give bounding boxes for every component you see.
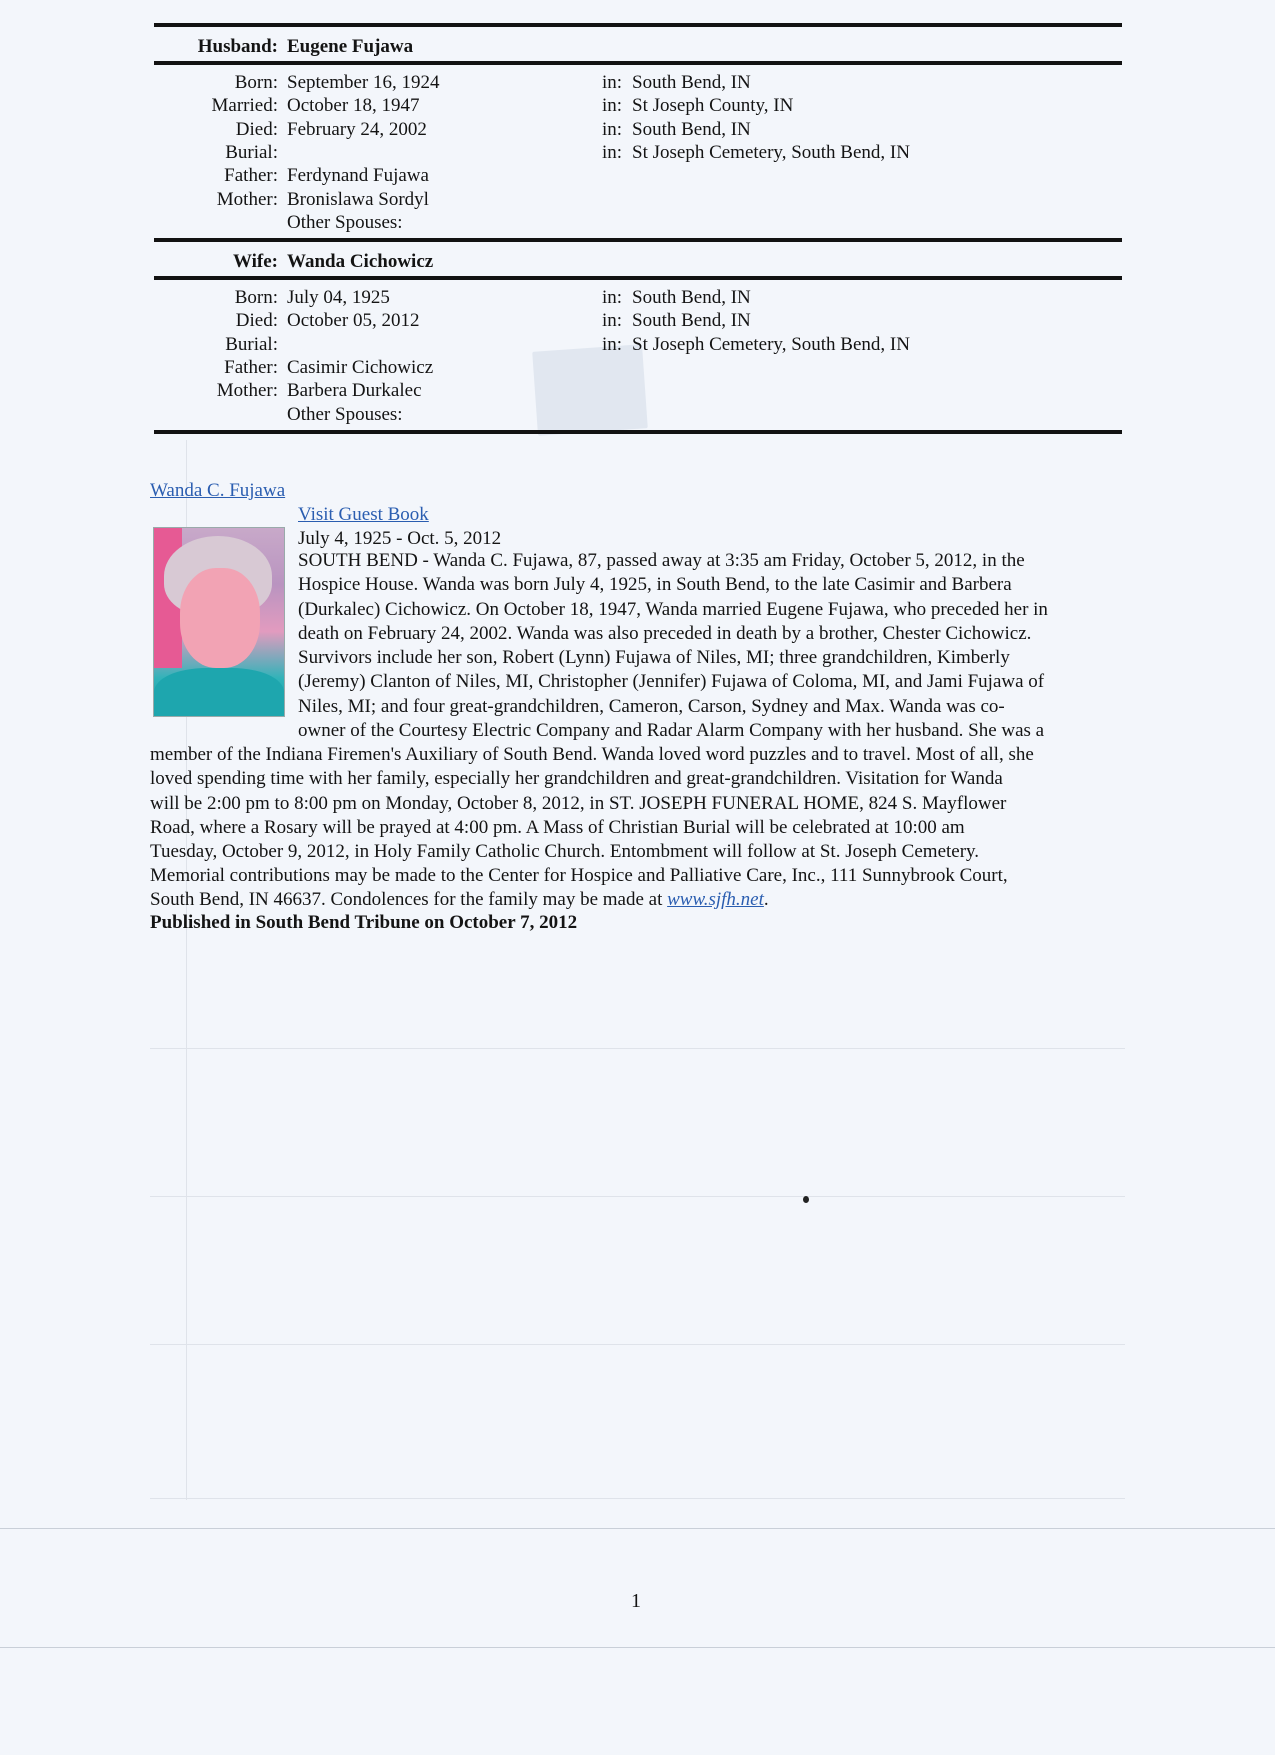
detail-label: Father: bbox=[224, 165, 278, 187]
scan-speck bbox=[803, 1196, 809, 1203]
detail-place: South Bend, IN bbox=[632, 287, 751, 308]
detail-place: South Bend, IN bbox=[632, 118, 751, 140]
obituary-text-line: member of the Indiana Firemen's Auxiliary of South Bend. Wanda loved word puzzles and to travel. Most of all, she bbox=[150, 744, 1034, 765]
tape-artifact bbox=[532, 344, 648, 435]
detail-place: South Bend, IN bbox=[632, 72, 751, 93]
detail-label: Burial: bbox=[225, 333, 278, 355]
obituary-text-line: loved spending time with her family, especially her grandchildren and great-grandchildren. Visitation for Wanda bbox=[150, 768, 1003, 790]
detail-label: Mother: bbox=[216, 380, 278, 402]
bottom-rule bbox=[154, 430, 1122, 434]
detail-label: Born: bbox=[234, 287, 278, 308]
detail-value: October 05, 2012 bbox=[287, 310, 420, 332]
husband-name: Eugene Fujawa bbox=[287, 36, 414, 57]
husband-heading-label: Husband: bbox=[197, 36, 278, 57]
top-rule bbox=[154, 23, 1122, 27]
obituary-text-line: (Durkalec) Cichowicz. On October 18, 1947, Wanda married Eugene Fujawa, who preceded her in bbox=[298, 598, 1048, 620]
detail-value: September 16, 1924 bbox=[287, 72, 440, 93]
obituary-text-line: Survivors include her son, Robert (Lynn) Fujawa of Niles, MI; three grandchildren, Kimberly bbox=[298, 647, 1010, 669]
detail-label: Mother: bbox=[216, 188, 278, 210]
obituary-text-line: Memorial contributions may be made to the Center for Hospice and Palliative Care, Inc., 111 Sunnybrook Court, bbox=[150, 865, 1008, 887]
obituary-text-line: (Jeremy) Clanton of Niles, MI, Christopher (Jennifer) Fujawa of Coloma, MI, and Jami Fujawa of bbox=[298, 671, 1045, 693]
husband-rule bbox=[154, 61, 1122, 65]
detail-value: July 04, 1925 bbox=[287, 287, 390, 308]
obituary-text-line: SOUTH BEND - Wanda C. Fujawa, 87, passed away at 3:35 am Friday, October 5, 2012, in the bbox=[298, 550, 1025, 571]
obituary-text-line: death on February 24, 2002. Wanda was also preceded in death by a brother, Chester Cichowicz. bbox=[298, 622, 1032, 644]
detail-place: St Joseph County, IN bbox=[632, 95, 794, 117]
obituary-text-line: Road, where a Rosary will be prayed at 4:00 pm. A Mass of Christian Burial will be celebrated at 10:00 am bbox=[150, 816, 965, 838]
obituary-text-line: Tuesday, October 9, 2012, in Holy Family Catholic Church. Entombment will follow at St. Joseph Cemetery. bbox=[150, 841, 980, 863]
scan-edge-line bbox=[0, 1528, 1275, 1529]
guest-book-link[interactable]: Visit Guest Book bbox=[298, 504, 429, 525]
place-prefix: in: bbox=[602, 118, 623, 140]
page-number: 1 bbox=[631, 1590, 641, 1612]
wife-rule bbox=[154, 276, 1122, 280]
detail-label: Married: bbox=[211, 95, 278, 117]
obituary-photo bbox=[153, 527, 285, 717]
wife-name: Wanda Cichowicz bbox=[287, 251, 434, 272]
obituary-text-line: owner of the Courtesy Electric Company and Radar Alarm Company with her husband. She was a bbox=[298, 720, 1045, 742]
other-spouses-label: Other Spouses: bbox=[287, 211, 403, 233]
detail-label: Died: bbox=[235, 310, 278, 332]
detail-value: Bronislawa Sordyl bbox=[287, 188, 429, 210]
detail-label: Died: bbox=[235, 118, 278, 140]
place-prefix: in: bbox=[602, 95, 623, 117]
obituary-text-line: Hospice House. Wanda was born July 4, 1925, in South Bend, to the late Casimir and Barbera bbox=[298, 574, 1012, 596]
website-link[interactable]: www.sjfh.net bbox=[667, 889, 764, 910]
place-prefix: in: bbox=[602, 287, 623, 308]
detail-value: Barbera Durkalec bbox=[287, 380, 422, 402]
obituary-dates: July 4, 1925 - Oct. 5, 2012 bbox=[298, 528, 502, 549]
detail-place: St Joseph Cemetery, South Bend, IN bbox=[632, 333, 910, 355]
detail-place: St Joseph Cemetery, South Bend, IN bbox=[632, 141, 910, 163]
place-prefix: in: bbox=[602, 141, 623, 163]
obituary-text-full-width bbox=[150, 743, 1034, 889]
last-line-suffix: . bbox=[763, 889, 769, 910]
obituary-text-beside-photo bbox=[298, 549, 1048, 743]
wife-top-rule bbox=[154, 238, 1122, 242]
place-prefix: in: bbox=[602, 333, 623, 355]
detail-place: South Bend, IN bbox=[632, 310, 751, 332]
detail-value: February 24, 2002 bbox=[287, 118, 427, 140]
detail-label: Burial: bbox=[225, 141, 278, 163]
detail-value: October 18, 1947 bbox=[287, 95, 420, 117]
wife-heading-label: Wife: bbox=[232, 251, 278, 272]
other-spouses-label: Other Spouses: bbox=[287, 403, 403, 425]
obituary-last-line bbox=[150, 888, 769, 912]
detail-value: Ferdynand Fujawa bbox=[287, 165, 429, 187]
published-line: Published in South Bend Tribune on October 7, 2012 bbox=[150, 912, 578, 933]
detail-label: Father: bbox=[224, 356, 278, 378]
obituary-text-line: Niles, MI; and four great-grandchildren, Cameron, Carson, Sydney and Max. Wanda was co- bbox=[298, 695, 1005, 717]
scan-edge-line bbox=[0, 1647, 1275, 1648]
place-prefix: in: bbox=[602, 72, 623, 93]
detail-label: Born: bbox=[234, 72, 278, 93]
place-prefix: in: bbox=[602, 310, 623, 332]
last-line-prefix: South Bend, IN 46637. Condolences for the family may be made at bbox=[150, 889, 668, 910]
obituary-text-line: will be 2:00 pm to 8:00 pm on Monday, October 8, 2012, in ST. JOSEPH FUNERAL HOME, 824 S. Mayflower bbox=[150, 792, 1007, 814]
detail-value: Casimir Cichowicz bbox=[287, 356, 434, 378]
obituary-name-link[interactable]: Wanda C. Fujawa bbox=[150, 480, 286, 501]
